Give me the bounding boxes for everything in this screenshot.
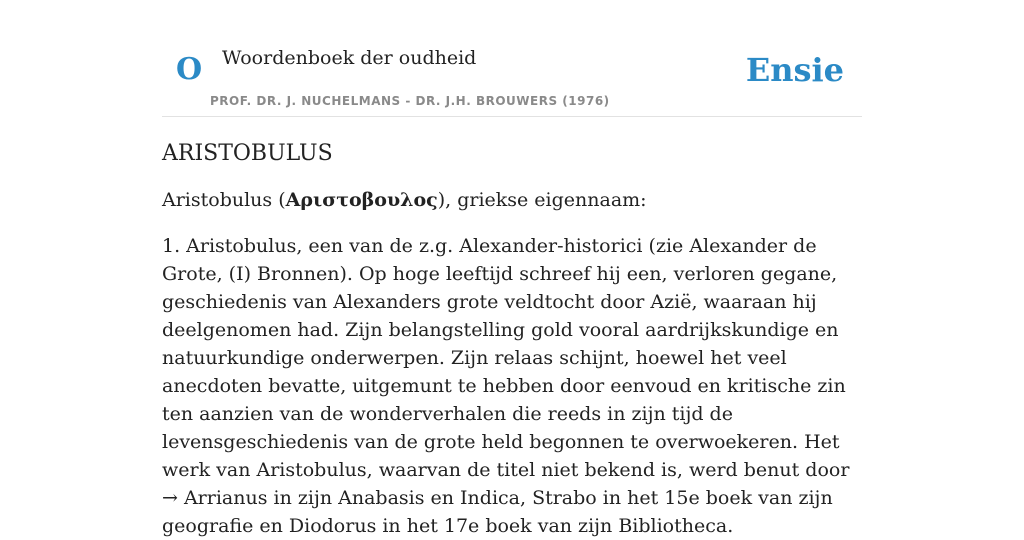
book-title[interactable]: Woordenboek der oudheid bbox=[222, 47, 477, 69]
entry-intro bbox=[162, 186, 862, 214]
header bbox=[162, 0, 862, 117]
intro-prefix: Aristobulus ( bbox=[162, 189, 286, 211]
intro-suffix: ), griekse eigennaam: bbox=[437, 189, 647, 211]
greek-name: Αριστοβουλος bbox=[285, 189, 438, 211]
letter-index[interactable]: O bbox=[176, 52, 203, 87]
entry-paragraph: 1. Aristobulus, een van de z.g. Alexander-historici (zie Alexander de Grote, (I) Bronnen). Op hoge leeftijd schreef hij een, verloren gegane, geschiedenis van Alexanders grote veldtocht door Azië, waaraan hij deelgenomen had. Zijn belangstelling gold vooral aardrijkskundige en natuurkundige onderwerpen. Zijn relaas schijnt, hoewel het veel anecdoten bevatte, uitgemunt te hebben door eenvoud en kritische zin ten aanzien van de wonderverhalen die reeds in zijn tijd de levensgeschiedenis van de grote held begonnen te overwoekeren. Het werk van Aristobulus, waarvan de titel niet bekend is, werd benut door → Arrianus in zijn Anabasis en Indica, Strabo in het 15e boek van zijn geografie en Diodorus in het 17e boek van zijn Bibliotheca. bbox=[162, 235, 850, 537]
ensie-logo[interactable]: Ensie bbox=[745, 51, 844, 89]
authors-line: PROF. DR. J. NUCHELMANS - DR. J.H. BROUWERS (1976) bbox=[210, 94, 610, 108]
entry-content bbox=[162, 136, 862, 540]
entry-title: ARISTOBULUS bbox=[162, 141, 333, 166]
